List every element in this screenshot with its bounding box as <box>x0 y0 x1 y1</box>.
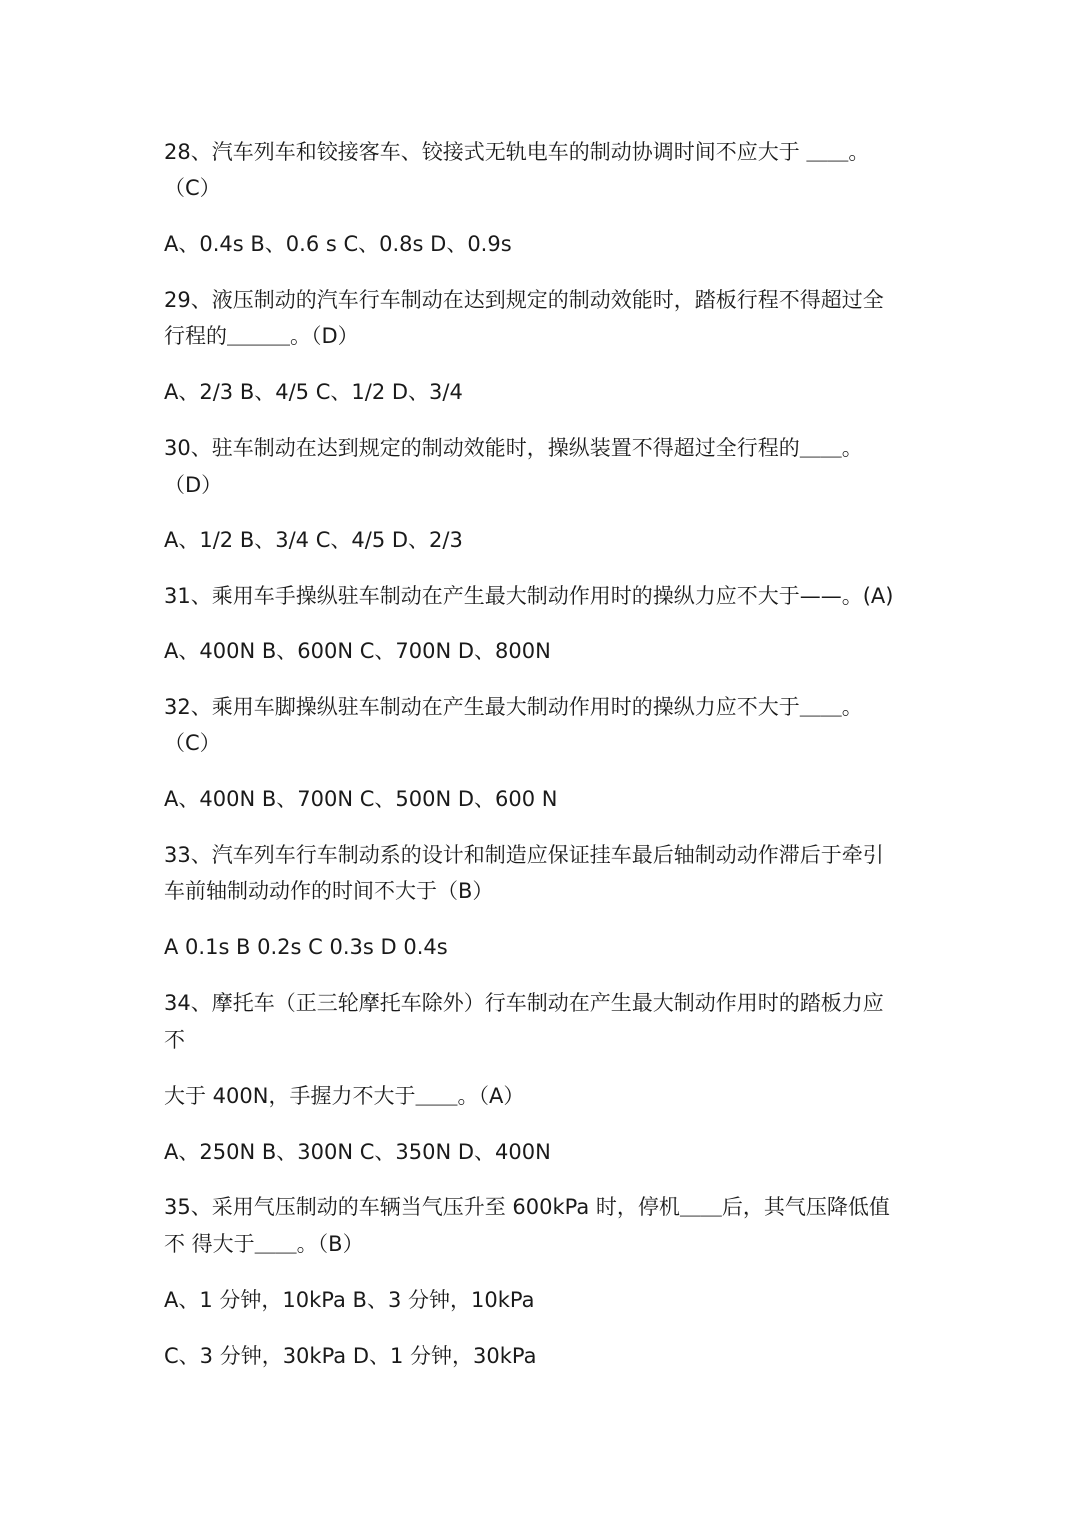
question-30-text: 30、驻车制动在达到规定的制动效能时，操纵装置不得超过全行程的＿＿。 <box>164 436 863 460</box>
question-34-options: A、250N B、300N C、350N D、400N <box>164 1140 551 1164</box>
question-35-text: 35、采用气压制动的车辆当气压升至 600kPa 时，停机＿＿后，其气压降低值 <box>164 1195 890 1219</box>
question-30-answer: （D） <box>164 473 223 497</box>
question-34-text-line-3: 大于 400N，手握力不大于＿＿。（A） <box>164 1084 525 1108</box>
question-32-text: 32、乘用车脚操纵驻车制动在产生最大制动作用时的操纵力应不大于＿＿。 <box>164 695 863 719</box>
question-28-text: 28、汽车列车和铰接客车、铰接式无轨电车的制动协调时间不应大于 ＿＿。 <box>164 140 870 164</box>
question-31-options: A、400N B、600N C、700N D、800N <box>164 639 551 663</box>
question-29-text: 29、液压制动的汽车行车制动在达到规定的制动效能时，踏板行程不得超过全 <box>164 288 884 312</box>
question-32-options: A、400N B、700N C、500N D、600 N <box>164 787 558 811</box>
question-33-text-continued: 车前轴制动动作的时间不大于（B） <box>164 879 494 903</box>
question-35-options-ab: A、1 分钟，10kPa B、3 分钟，10kPa <box>164 1288 535 1312</box>
question-34-text: 34、摩托车（正三轮摩托车除外）行车制动在产生最大制动作用时的踏板力应 <box>164 991 884 1015</box>
question-28-options: A、0.4s B、0.6 s C、0.8s D、0.9s <box>164 232 512 256</box>
question-34-text-continued: 不 <box>164 1028 185 1052</box>
question-35-text-continued: 不 得大于＿＿。（B） <box>164 1232 364 1256</box>
question-32-answer: （C） <box>164 731 221 755</box>
question-33-text: 33、汽车列车行车制动系的设计和制造应保证挂车最后轴制动动作滞后于牵引 <box>164 843 884 867</box>
question-28-answer: （C） <box>164 176 221 200</box>
question-33-options: A 0.1s B 0.2s C 0.3s D 0.4s <box>164 935 448 959</box>
question-30-options: A、1/2 B、3/4 C、4/5 D、2/3 <box>164 528 463 552</box>
question-29-options: A、2/3 B、4/5 C、1/2 D、3/4 <box>164 380 463 404</box>
question-35-options-cd: C、3 分钟，30kPa D、1 分钟，30kPa <box>164 1344 537 1368</box>
question-31-text: 31、乘用车手操纵驻车制动在产生最大制动作用时的操纵力应不大于——。(A) <box>164 584 894 608</box>
question-29-text-continued: 行程的＿＿＿。（D） <box>164 324 359 348</box>
